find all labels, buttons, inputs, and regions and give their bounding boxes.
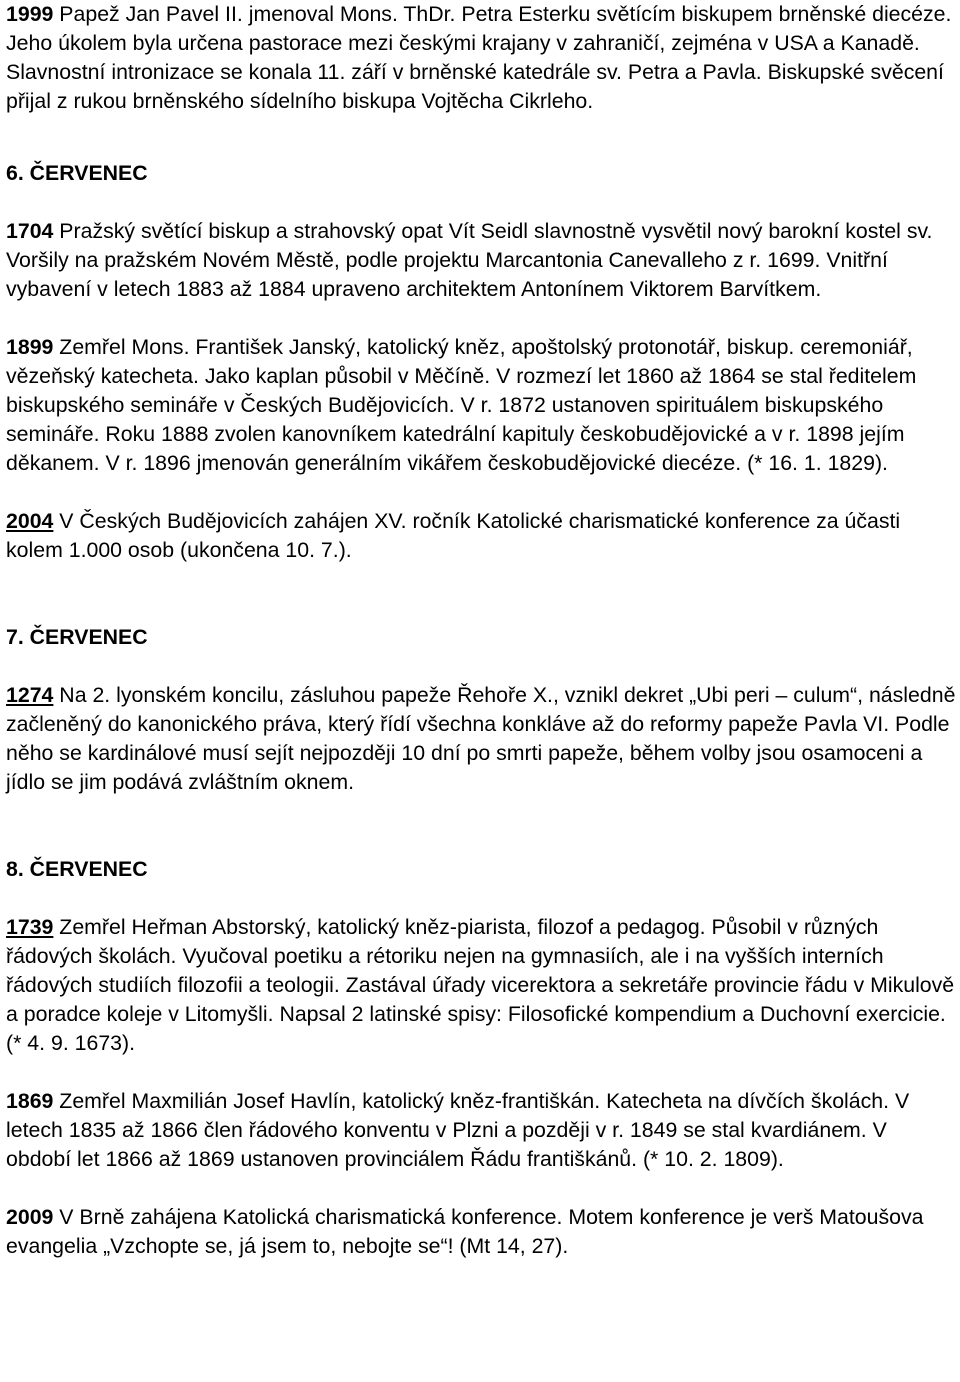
entry-text: Papež Jan Pavel II. jmenoval Mons. ThDr. Petra Esterku světícím biskupem brněnské diecéze. Jeho úkolem byla určena pastorace mezi českými krajany v zahraničí, zejména v USA a Kanadě. Slavnostní intronizace se konala 11. září v brněnské katedrále sv. Petra a Pavla. Biskupské svěcení přijal z rukou brněnského sídelního biskupa Vojtěcha Cikrleho. [6, 2, 952, 113]
entry-1739 [6, 913, 956, 1058]
entry-text: Na 2. lyonském koncilu, zásluhou papeže Řehoře X., vznikl dekret „Ubi peri – culum“, následně začleněný do kanonického práva, který řídí všechna konkláve až do reformy papeže Pavla VI. Podle něho se kardinálové musí sejít nejpozději 10 dní po smrti papeže, během volby jsou osamoceni a jídlo se jim podává zvláštním oknem. [6, 683, 956, 794]
entry-1274 [6, 681, 956, 797]
entry-year: 1739 [6, 915, 54, 939]
entry-2009 [6, 1203, 956, 1261]
section-heading-6-cervenec: 6. ČERVENEC [6, 161, 148, 185]
entry-text: Zemřel Maxmilián Josef Havlín, katolický kněz-františkán. Katecheta na dívčích školách. V letech 1835 až 1866 člen řádového konventu v Plzni a později v r. 1849 se stal kvardiánem. V období let 1866 až 1869 ustanoven provinciálem Řádu františkánů. (* 10. 2. 1809). [6, 1089, 910, 1171]
entry-2004 [6, 507, 956, 565]
entry-text: V Brně zahájena Katolická charismatická konference. Motem konference je verš Matoušova evangelia „Vzchopte se, já jsem to, nebojte se“! (Mt 14, 27). [6, 1205, 924, 1258]
entry-1899 [6, 333, 956, 478]
entry-1704 [6, 217, 956, 304]
document-page [6, 0, 956, 1261]
entry-text: Zemřel Mons. František Janský, katolický kněz, apoštolský protonotář, biskup. ceremoniář, vězeňský katecheta. Jako kaplan působil v Měčíně. V rozmezí let 1860 až 1864 se stal ředitelem biskupského semináře v Českých Budějovicích. V r. 1872 ustanoven spirituálem biskupského semináře. Roku 1888 zvolen kanovníkem katedrální kapituly českobudějovické a v r. 1898 jejím děkanem. V r. 1896 jmenován generálním vikářem českobudějovické diecéze. (* 16. 1. 1829). [6, 335, 917, 475]
entry-year: 1999 [6, 2, 54, 26]
entry-year: 1869 [6, 1089, 54, 1113]
entry-year: 2009 [6, 1205, 54, 1229]
entry-text: Zemřel Heřman Abstorský, katolický kněz-piarista, filozof a pedagog. Působil v různých řádových školách. Vyučoval poetiku a rétoriku nejen na gymnasiích, ale i na vyšších interních řádových studiích filozofii a teologii. Zastával úřady vicerektora a sekretáře provincie řádu v Mikulově a poradce koleje v Litomyšli. Napsal 2 latinské spisy: Filosofické kompendium a Duchovní exercicie. (* 4. 9. 1673). [6, 915, 955, 1055]
entry-year: 1899 [6, 335, 54, 359]
entry-1869 [6, 1087, 956, 1174]
entry-1999 [6, 0, 956, 116]
section-heading-8-cervenec: 8. ČERVENEC [6, 857, 148, 881]
entry-year: 2004 [6, 509, 54, 533]
entry-text: Pražský světící biskup a strahovský opat Vít Seidl slavnostně vysvětil nový barokní kostel sv. Voršily na pražském Novém Městě, podle projektu Marcantonia Canevalleho z r. 1699. Vnitřní vybavení v letech 1883 až 1884 upraveno architektem Antonínem Viktorem Barvítkem. [6, 219, 933, 301]
entry-year: 1704 [6, 219, 54, 243]
entry-text: V Českých Budějovicích zahájen XV. ročník Katolické charismatické konference za účasti kolem 1.000 osob (ukončena 10. 7.). [6, 509, 901, 562]
entry-year: 1274 [6, 683, 54, 707]
section-heading-7-cervenec: 7. ČERVENEC [6, 625, 148, 649]
